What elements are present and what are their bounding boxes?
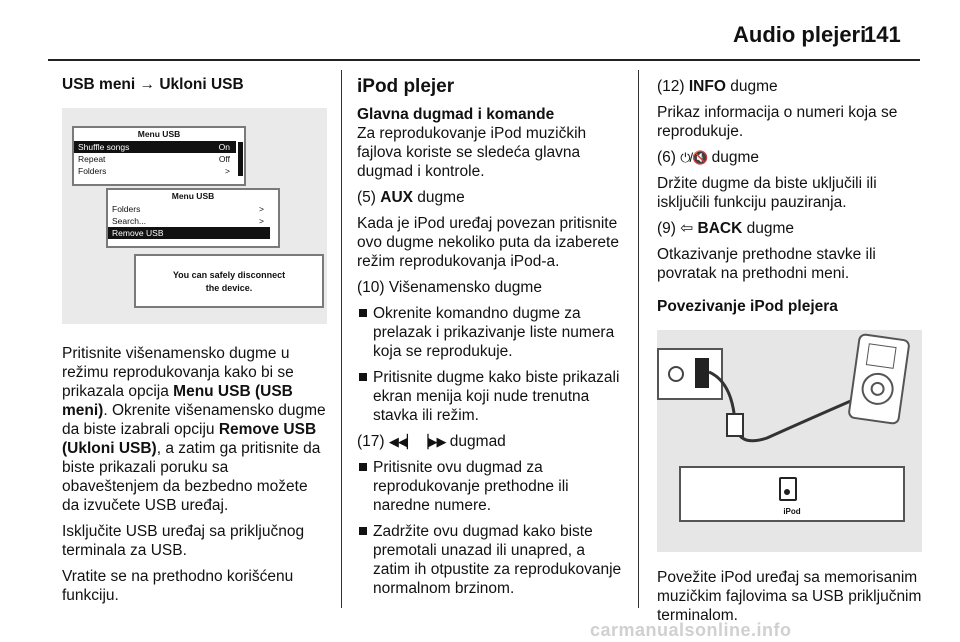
paragraph: Kada je iPod uređaj povezan pritisnite ovo dugme nekoliko puta da izaberete režim reprodukovanja iPod-a. [357, 215, 619, 270]
paragraph: Otkazivanje prethodne stavke ili povratak na prethodni meni. [657, 246, 876, 282]
menu-row: Shuffle songs On [74, 141, 236, 153]
disconnect-message: You can safely disconnect the device. [172, 270, 286, 293]
paragraph: Prikaz informacija o numeri koja se reprodukuje. [657, 104, 898, 140]
ipod-label: iPod [783, 507, 801, 516]
ipod-connection-illustration [657, 330, 922, 552]
column-ipod-connection [657, 77, 925, 632]
seek-icon: ◀◀▏ ▕▶▶ [388, 434, 446, 449]
paragraph: Povežite iPod uređaj sa memorisanim muzičkim fajlovima sa USB priključnim terminalom. [657, 569, 922, 624]
subsection-title: Glavna dugmad i komande [357, 106, 555, 123]
back-arrow-icon: ⇦ [680, 220, 698, 237]
column-divider-1 [341, 70, 342, 608]
watermark: carmanualsonline.info [590, 620, 792, 640]
menu-row: Folders > [78, 166, 230, 176]
menu-title: Menu USB [171, 191, 215, 201]
menu-row: Folders > [112, 204, 264, 214]
multifunction-label: (10) Višenamensko dugme [357, 279, 542, 296]
list-item: Pritisnite dugme kako biste prikazali ekran menija koji nude trenutna stavka ili režim. [357, 368, 625, 425]
column-divider-2 [638, 70, 639, 608]
menu-title: Menu USB [137, 129, 181, 139]
list-item: Pritisnite ovu dugmad za reprodukovanje prethodne ili naredne numere. [357, 458, 625, 515]
paragraph: Isključite USB uređaj sa priključnog terminala za USB. [62, 523, 305, 559]
breadcrumb: USB meni → Ukloni USB [62, 76, 244, 93]
seek-buttons-label: (17) ◀◀▏ ▕▶▶ dugmad [357, 433, 506, 450]
paragraph: Za reprodukovanje iPod muzičkih fajlova koriste se sledeća glavna dugmad i kontrole. [357, 125, 587, 180]
header-rule [48, 59, 920, 61]
header-title: Audio plejeri [733, 22, 867, 47]
section-title: iPod plejer [357, 76, 455, 97]
subsection-title: Povezivanje iPod plejera [657, 298, 838, 315]
menu-row: Search... > [112, 216, 264, 226]
menu-screen-1 [72, 126, 246, 186]
paragraph: Vratite se na prethodno korišćenu funkciju. [62, 568, 294, 604]
page-number: 141 [864, 22, 901, 47]
menu-row: Repeat Off [78, 154, 230, 164]
menu-row: Remove USB [108, 227, 270, 239]
menu-screen-2 [106, 188, 280, 248]
ipod-display [679, 466, 905, 522]
usb-menu-illustration [62, 108, 327, 324]
back-button-label: (9) ⇦ BACK dugme [657, 220, 795, 237]
paragraph: Pritisnite višenamensko dugme u režimu reprodukovanja kako bi se prikazala opcija Menu USB (USB meni). Okrenite višenamensko dugme da biste izabrali opciju Remove USB (Ukloni USB), a zatim ga pritisnite da biste prikazali poruku sa obaveštenjem da bezbedno možete da izvučete USB uređaj. [62, 345, 326, 514]
paragraph: Držite dugme da biste uključili ili isključili funkciju pauziranja. [657, 175, 877, 211]
aux-button-label: (5) AUX dugme [357, 189, 465, 206]
ipod-icon [779, 477, 797, 501]
column-ipod-controls [357, 77, 625, 605]
info-button-label: (12) INFO dugme [657, 78, 778, 95]
list-item: Okrenite komandno dugme za prelazak i prikazivanje liste numera koja se reprodukuje. [357, 304, 625, 361]
list-item: Zadržite ovu dugmad kako biste premotali unazad ili unapred, a zatim ih otpustite za reprodukovanje normalnom brzinom. [357, 522, 625, 598]
scrollbar [238, 142, 243, 176]
column-usb-menu [62, 75, 327, 612]
power-mute-icon: ⏻/🔇 [680, 150, 708, 165]
power-button-label: (6) ⏻/🔇 dugme [657, 149, 760, 166]
menu-screen-3 [134, 254, 324, 308]
